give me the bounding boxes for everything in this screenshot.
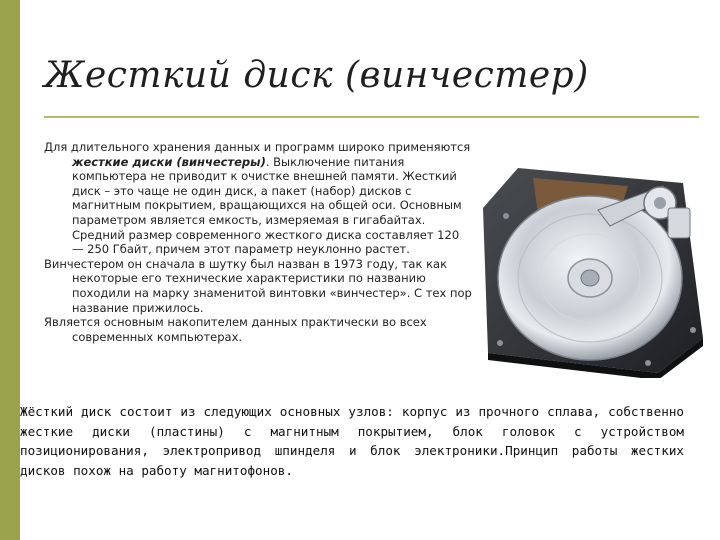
paragraph-storage-rest: . Выключение питания компьютера не приводит к очистке внешней памяти. Жесткий диск – это чаще не один диск, а пакет (набор) дисков с магнитным покрытием, вращающихся на общей оси. Основным параметром является емкость, измеряемая в гигабайтах. Средний размер современного жесткого диска составляет 120 — 250 Гбайт, причем этот параметр неуклонно растет. — [72, 154, 462, 257]
paragraph-storage-intro: Для длительного хранения данных и программ широко применяются — [44, 140, 471, 154]
paragraph-storage — [44, 140, 474, 257]
title-divider — [44, 116, 699, 118]
hard-disk-drive-illustration — [478, 148, 708, 378]
actuator-pivot-cap — [654, 197, 666, 209]
case-screw-3 — [645, 360, 651, 366]
paragraph-usage: Является основным накопителем данных практически во всех современных компьютерах. — [44, 315, 427, 344]
spindle-center — [581, 270, 599, 286]
head-block — [668, 208, 690, 238]
case-screw-2 — [497, 340, 503, 346]
case-screw-1 — [503, 213, 509, 219]
case-screw-4 — [690, 327, 696, 333]
body-text — [44, 140, 474, 344]
paragraph-history: Винчестером он сначала в шутку был назван в 1973 году, так как некоторые его технические характеристики по названию походили на марку знаменитой винтовки «винчестер». С тех пор название прижилось. — [44, 256, 472, 315]
accent-side-bar — [0, 0, 20, 540]
bottom-paragraph: Жёсткий диск состоит из следующих основных узлов: корпус из прочного сплава, собственно жесткие диски (пластины) с магнитным покрытием, блок головок с устройством позиционирования, электропривод шпинделя и блок электроники.Принцип работы жестких дисков похож на работу магнитофонов. — [20, 404, 684, 478]
term-hard-disks: жесткие диски (винчестеры) — [72, 154, 266, 169]
slide-title: Жесткий диск (винчестер) — [44, 55, 589, 96]
